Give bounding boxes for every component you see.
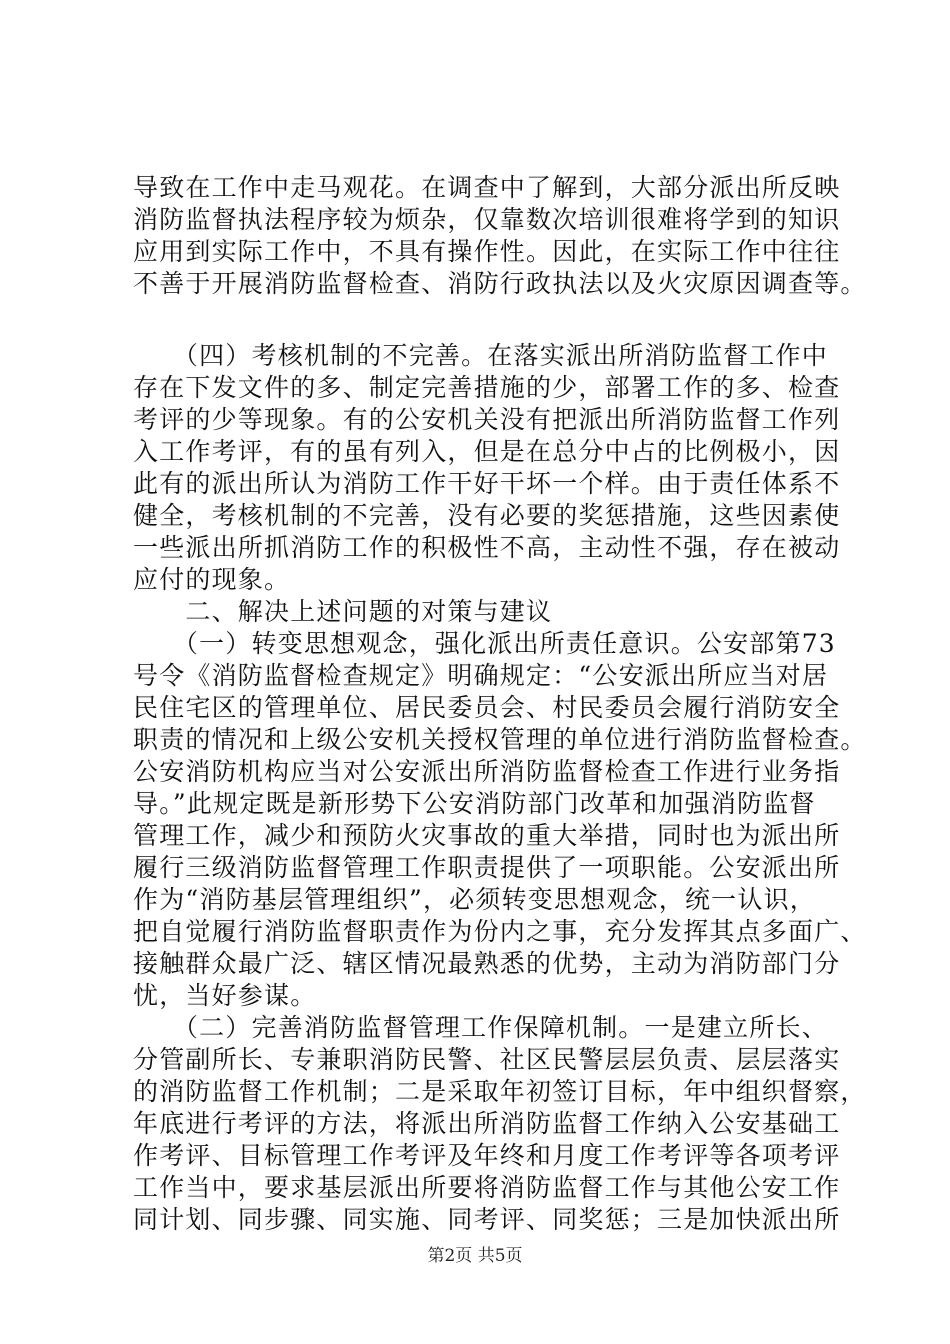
text-line: 此有的派出所认为消防工作干好干坏一个样。由于责任体系不: [133, 469, 841, 498]
text-line: 作考评、目标管理工作考评及年终和月度工作考评等各项考评: [133, 1141, 841, 1170]
page-footer: [0, 1244, 950, 1268]
text-line: （一）转变思想观念，强化派出所责任意识。公安部第73: [133, 629, 836, 658]
text-line: 忧，当好参谋。: [133, 981, 317, 1010]
text-line: 作为“消防基层管理组织”，必须转变思想观念，统一认识，: [133, 885, 816, 914]
paragraph-spacer: [133, 300, 833, 340]
text-line: 不善于开展消防监督检查、消防行政执法以及火灾原因调查等。: [133, 269, 867, 298]
text-line: 分管副所长、专兼职消防民警、社区民警层层负责、层层落实: [133, 1045, 841, 1074]
text-line: 接触群众最广泛、辖区情况最熟悉的优势，主动为消防部门分: [133, 949, 841, 978]
text-line: 号令《消防监督检查规定》明确规定：“公安派出所应当对居: [133, 661, 829, 690]
text-line: 工作当中，要求基层派出所要将消防监督工作与其他公安工作: [133, 1173, 841, 1202]
document-body: [133, 172, 867, 1236]
text-line: 存在下发文件的多、制定完善措施的少，部署工作的多、检查: [133, 373, 841, 402]
text-line: （四）考核机制的不完善。在落实派出所消防监督工作中: [133, 341, 828, 370]
text-line: 同计划、同步骤、同实施、同考评、同奖惩；三是加快派出所: [133, 1205, 841, 1234]
text-line: 民住宅区的管理单位、居民委员会、村民委员会履行消防安全: [133, 693, 841, 722]
text-line: 的消防监督工作机制；二是采取年初签订目标，年中组织督察，: [133, 1077, 867, 1106]
text-line: 导。”此规定既是新形势下公安消防部门改革和加强消防监督: [133, 789, 816, 818]
text-line: 导致在工作中走马观花。在调查中了解到，大部分派出所反映: [133, 173, 841, 202]
text-line: 健全，考核机制的不完善，没有必要的奖惩措施，这些因素使: [133, 501, 841, 530]
text-line: 公安消防机构应当对公安派出所消防监督检查工作进行业务指: [133, 757, 841, 786]
text-line: 考评的少等现象。有的公安机关没有把派出所消防监督工作列: [133, 405, 841, 434]
section-heading: 二、解决上述问题的对策与建议: [133, 597, 553, 626]
text-line: 把自觉履行消防监督职责作为份内之事，充分发挥其点多面广、: [133, 917, 867, 946]
text-line: 应付的现象。: [133, 565, 291, 594]
text-line: 消防监督执法程序较为烦杂，仅靠数次培训很难将学到的知识: [133, 205, 841, 234]
paragraph-block-2: [133, 340, 867, 1236]
text-line: （二）完善消防监督管理工作保障机制。一是建立所长、: [133, 1013, 828, 1042]
text-line: 一些派出所抓消防工作的积极性不高，主动性不强，存在被动: [133, 533, 841, 562]
text-line: 应用到实际工作中，不具有操作性。因此，在实际工作中往往: [133, 237, 841, 266]
page-number: 第2页 共5页: [427, 1246, 523, 1266]
text-line: 履行三级消防监督管理工作职责提供了一项职能。公安派出所: [133, 853, 841, 882]
text-line: 入工作考评，有的虽有列入，但是在总分中占的比例极小，因: [133, 437, 841, 466]
text-line: 管理工作，减少和预防火灾事故的重大举措，同时也为派出所: [133, 821, 841, 850]
text-line: 年底进行考评的方法，将派出所消防监督工作纳入公安基础工: [133, 1109, 841, 1138]
paragraph-block-1: [133, 172, 867, 300]
text-line: 职责的情况和上级公安机关授权管理的单位进行消防监督检查。: [133, 725, 867, 754]
